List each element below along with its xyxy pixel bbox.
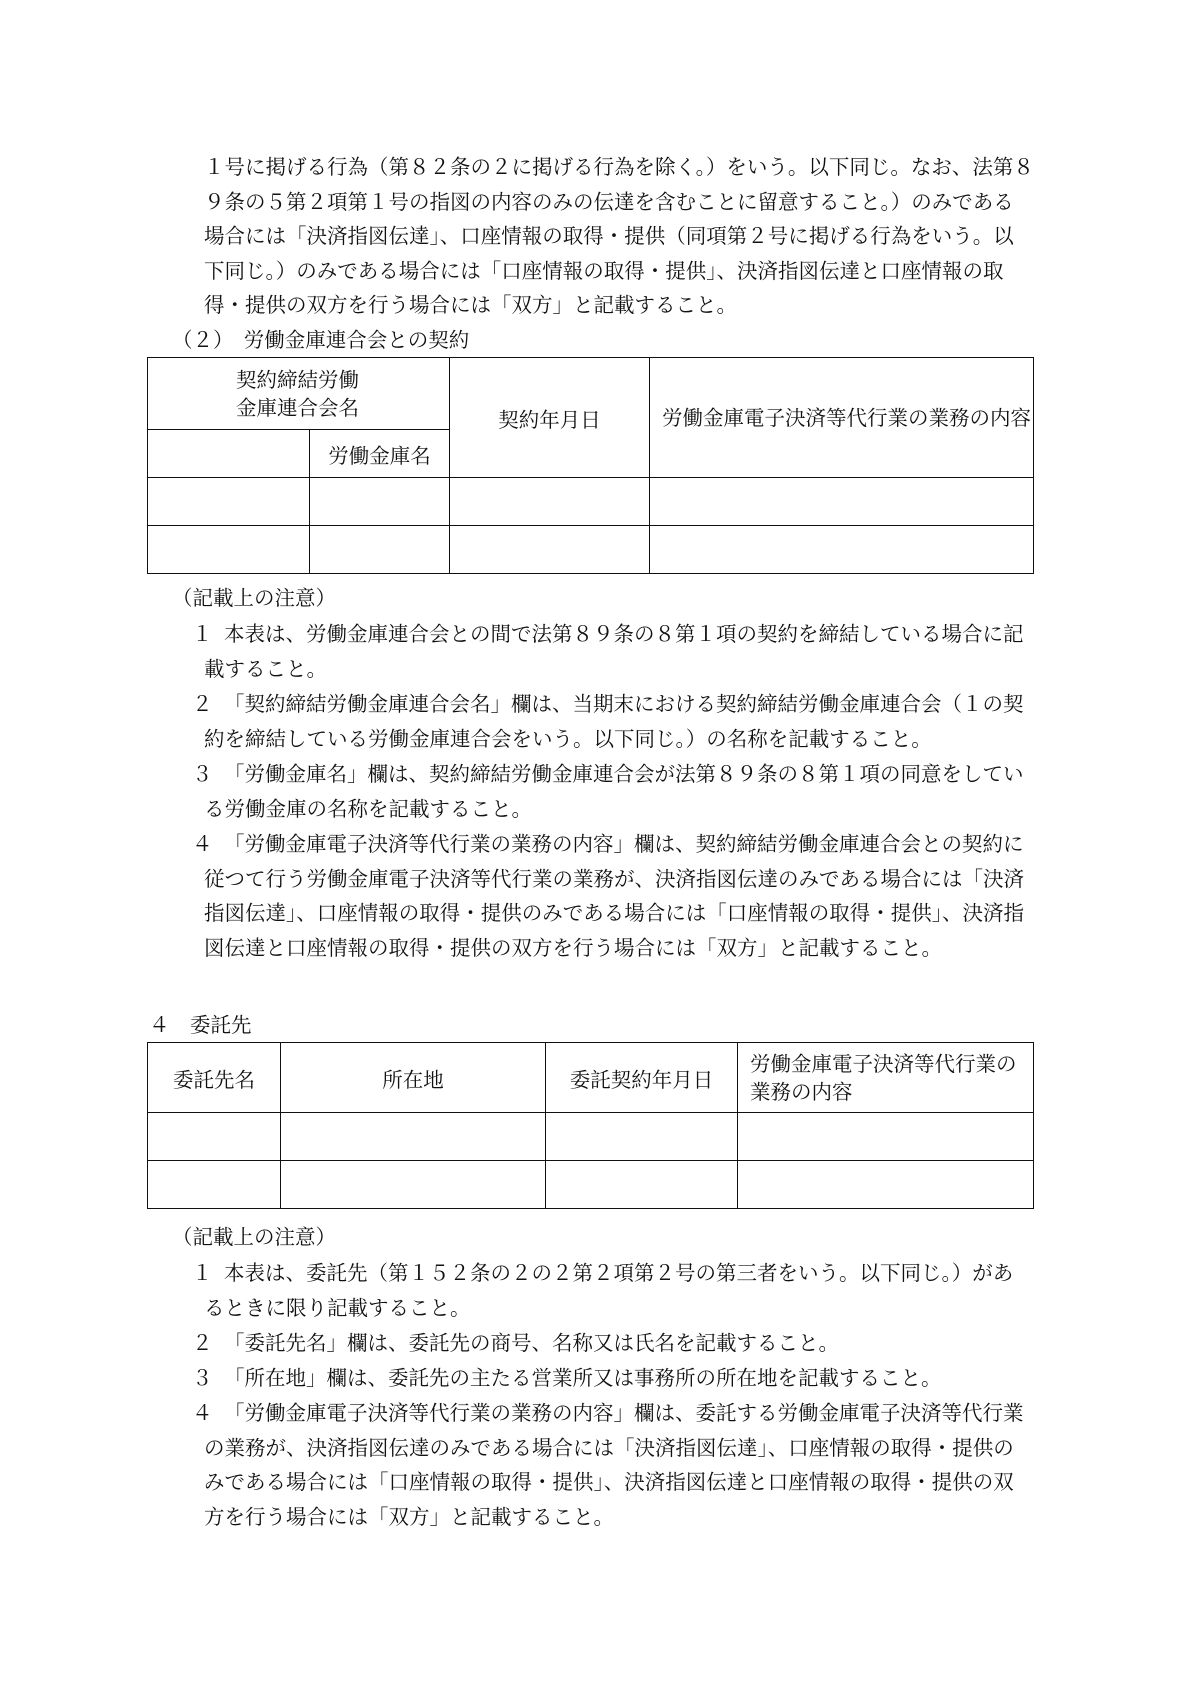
- header-business-content: 労働金庫電子決済等代行業の業務の内容: [738, 1043, 1034, 1113]
- table-cell[interactable]: [450, 526, 650, 574]
- section-2-note-4: [192, 827, 1024, 965]
- section-4-note-2: [192, 1326, 1024, 1361]
- section-4-note-1: [192, 1256, 1024, 1325]
- note-number: ４: [192, 832, 213, 856]
- note-text: 「所在地」欄は、委託先の主たる営業所又は事務所の所在地を記載すること。: [224, 1366, 942, 1390]
- header-federation-name-line1: 契約締結労働: [236, 368, 359, 392]
- note-text: 「委託先名」欄は、委託先の商号、名称又は氏名を記載すること。: [224, 1331, 839, 1355]
- header-federation-name-line2: 金庫連合会名: [236, 396, 359, 420]
- section-4-note-4: [192, 1396, 1024, 1534]
- section-4-notes-heading: （記載上の注意）: [172, 1225, 336, 1249]
- section-2-heading: （２） 労働金庫連合会との契約: [172, 328, 470, 352]
- section-4-heading: ４ 委託先: [149, 1013, 252, 1037]
- contractor-table: [147, 1042, 1034, 1209]
- note-text: 「労働金庫名」欄は、契約締結労働金庫連合会が法第８９条の８第１項の同意をしている労働金庫の名称を記載すること。: [204, 762, 1024, 821]
- header-business-content: 労働金庫電子決済等代行業の業務の内容: [650, 358, 1034, 478]
- note-number: １: [192, 622, 213, 646]
- note-text: 「労働金庫電子決済等代行業の業務の内容」欄は、契約締結労働金庫連合会との契約に従つて行う労働金庫電子決済等代行業の業務が、決済指図伝達のみである場合には「決済指図伝達」、口座情報の取得・提供のみである場合には「口座情報の取得・提供」、決済指図伝達と口座情報の取得・提供の双方を行う場合には「双方」と記載すること。: [204, 832, 1024, 960]
- note-text: 「労働金庫電子決済等代行業の業務の内容」欄は、委託する労働金庫電子決済等代行業の業務が、決済指図伝達のみである場合には「決済指図伝達」、口座情報の取得・提供のみである場合には「口座情報の取得・提供」、決済指図伝達と口座情報の取得・提供の双方を行う場合には「双方」と記載すること。: [204, 1401, 1024, 1529]
- table-cell[interactable]: [148, 1113, 281, 1161]
- note-number: ２: [192, 1331, 213, 1355]
- table-cell[interactable]: [148, 1161, 281, 1209]
- table-row: [148, 1161, 1034, 1209]
- table-cell[interactable]: [546, 1161, 738, 1209]
- section-2-note-1: [192, 617, 1024, 686]
- section-2-notes-heading: （記載上の注意）: [172, 586, 336, 610]
- note-number: ４: [192, 1401, 213, 1425]
- table-row: [148, 478, 1034, 526]
- table-cell[interactable]: [148, 526, 310, 574]
- header-contract-date: 契約年月日: [450, 358, 650, 478]
- header-empty-cell: [148, 430, 310, 478]
- note-text: 本表は、労働金庫連合会との間で法第８９条の８第１項の契約を締結している場合に記載すること。: [204, 622, 1024, 681]
- table-row: [148, 1113, 1034, 1161]
- section-2-note-3: [192, 757, 1024, 826]
- table-cell[interactable]: [650, 526, 1034, 574]
- header-bank-name: 労働金庫名: [310, 430, 450, 478]
- header-contractor-name: 委託先名: [148, 1043, 281, 1113]
- header-location: 所在地: [281, 1043, 546, 1113]
- table-cell[interactable]: [281, 1161, 546, 1209]
- note-text: 「契約締結労働金庫連合会名」欄は、当期末における契約締結労働金庫連合会（１の契約を締結している労働金庫連合会をいう。以下同じ。）の名称を記載すること。: [204, 692, 1024, 751]
- note-number: ２: [192, 692, 213, 716]
- table-cell[interactable]: [148, 478, 310, 526]
- note-number: ３: [192, 1366, 213, 1390]
- header-federation-name: [148, 358, 450, 430]
- federation-contract-table: [147, 357, 1034, 574]
- table-cell[interactable]: [738, 1161, 1034, 1209]
- intro-paragraph: １号に掲げる行為（第８２条の２に掲げる行為を除く。）をいう。以下同じ。なお、法第８９条の５第２項第１号の指図の内容のみの伝達を含むことに留意すること。）のみである場合には「決済指図伝達」、口座情報の取得・提供（同項第２号に掲げる行為をいう。以下同じ。）のみである場合には「口座情報の取得・提供」、決済指図伝達と口座情報の取得・提供の双方を行う場合には「双方」と記載すること。: [204, 155, 1034, 317]
- table-cell[interactable]: [310, 478, 450, 526]
- table-cell[interactable]: [281, 1113, 546, 1161]
- table-cell[interactable]: [650, 478, 1034, 526]
- table-cell[interactable]: [738, 1113, 1034, 1161]
- table-cell[interactable]: [310, 526, 450, 574]
- header-contract-date: 委託契約年月日: [546, 1043, 738, 1113]
- note-text: 本表は、委託先（第１５２条の２の２第２項第２号の第三者をいう。以下同じ。）があるときに限り記載すること。: [204, 1261, 1014, 1320]
- table-cell[interactable]: [546, 1113, 738, 1161]
- table-cell[interactable]: [450, 478, 650, 526]
- note-number: ３: [192, 762, 213, 786]
- section-2-note-2: [192, 687, 1024, 756]
- table-row: [148, 526, 1034, 574]
- note-number: １: [192, 1261, 213, 1285]
- section-4-note-3: [192, 1361, 1024, 1396]
